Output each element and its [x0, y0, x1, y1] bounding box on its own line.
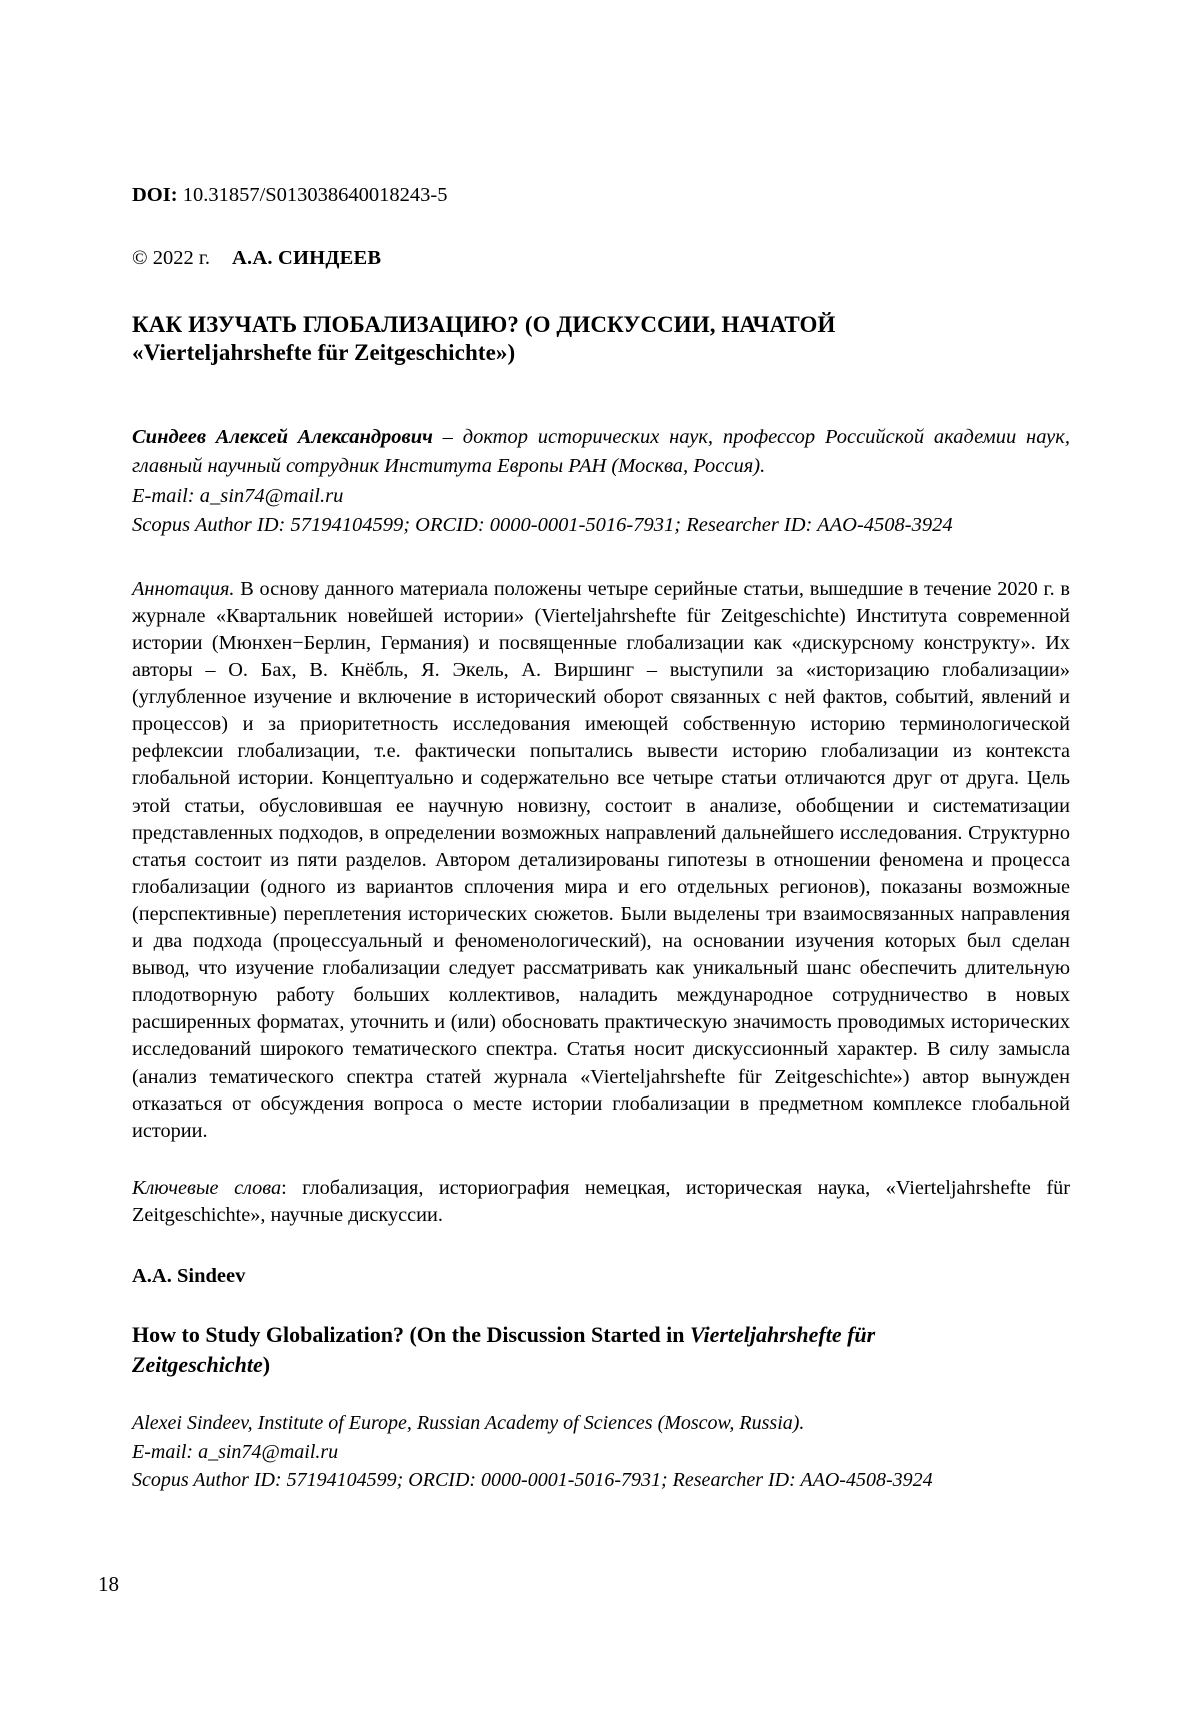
english-title-plain-1: How to Study Globalization? (On the Discussion Started in [132, 1321, 691, 1347]
title-line-2: «Vierteljahrshefte für Zeitgeschichte») [132, 340, 516, 366]
english-title [132, 1320, 1070, 1380]
author-email: E-mail: a_sin74@mail.ru [132, 484, 344, 507]
english-title-italic-1: Vierteljahrshefte für [690, 1321, 876, 1347]
doi-label: DOI: [132, 184, 178, 206]
english-title-italic-2: Zeitgeschichte [132, 1351, 263, 1377]
title-line-1: КАК ИЗУЧАТЬ ГЛОБАЛИЗАЦИЮ? (О ДИСКУССИИ, НАЧАТОЙ [132, 312, 836, 338]
page-title [132, 311, 1070, 367]
author-identifiers: Scopus Author ID: 57194104599; ORCID: 0000-0001-5016-7931; Researcher ID: AAO-4508-3924 [132, 513, 953, 536]
english-email: E-mail: a_sin74@mail.ru [132, 1440, 339, 1463]
english-identifiers: Scopus Author ID: 57194104599; ORCID: 0000-0001-5016-7931; Researcher ID: AAO-4508-3924 [132, 1469, 933, 1492]
doi-line [132, 182, 1070, 209]
keywords-text: : глобализация, историография немецкая, историческая наука, «Vierteljahrshefte für Zeitgeschichte», научные дискуссии. [132, 1176, 1070, 1226]
english-author-info [132, 1409, 1070, 1494]
author-name: Синдеев Алексей Александрович [132, 426, 433, 449]
copyright-line [132, 245, 1070, 272]
copyright-author: А.А. СИНДЕЕВ [232, 246, 382, 269]
keywords-label: Ключевые слова [132, 1176, 282, 1199]
abstract [132, 576, 1070, 1145]
author-info [132, 423, 1070, 510]
author-description: – доктор исторических наук, профессор Российской академии наук, главный научный сотрудник Института Европы РАН (Москва, Россия). [132, 426, 1070, 478]
english-author: A.A. Sindeev [132, 1264, 246, 1287]
english-affiliation: Alexei Sindeev, Institute of Europe, Russian Academy of Sciences (Moscow, Russia). [132, 1412, 805, 1435]
english-title-plain-2: ) [262, 1351, 271, 1377]
doi-value: 10.31857/S013038640018243-5 [182, 184, 448, 206]
page-number: 18 [98, 1572, 119, 1596]
keywords [132, 1175, 1070, 1229]
abstract-text: В основу данного материала положены четыре серийные статьи, вышедшие в течение 2020 г. в журнале «Квартальник новейшей истории» (Vierteljahrshefte für Zeitgeschichte) Института современной истории (Мюнхен−Берлин, Германия) и посвященные глобализации как «дискурсному конструкту». Их авторы – О. Бах, В. Кнёбль, Я. Экель, А. Виршинг – выступили за «историзацию глобализации» (углубленное изучение и включение в исторический оборот связанных с ней фактов, событий, явлений и процессов) и за приоритетность исследования имеющей собственную историю терминологической рефлексии глобализации, т.е. фактически попытались вывести историю глобализации из контекста глобальной истории. Концептуально и содержательно все четыре статьи отличаются друг от друга. Цель этой статьи, обусловившая ее научную новизну, состоит в анализе, обобщении и систематизации представленных подходов, в определении возможных направлений дальнейшего исследования. Структурно статья состоит из пяти разделов. Автором детализированы гипотезы в отношении феномена и процесса глобализации (одного из вариантов сплочения мира и его отдельных регионов), показаны возможные (перспективные) переплетения исторических сюжетов. Были выделены три взаимосвязанных направления и два подхода (процессуальный и феноменологический), на основании изучения которых был сделан вывод, что изучение глобализации следует рассматривать как уникальный шанс обеспечить длительную плодотворную работу больших коллективов, наладить международное сотрудничество в новых расширенных форматах, уточнить и (или) обосновать практическую значимость проводимых исторических исследований широкого тематического спектра. Статья носит дискуссионный характер. В силу замысла (анализ тематического спектра статей журнала «Vierteljahrshefte für Zeitgeschichte») автор вынужден отказаться от обсуждения вопроса о месте истории глобализации в предметном комплексе глобальной истории. [132, 577, 1070, 1142]
copyright-mark: © 2022 г. [132, 246, 211, 269]
abstract-label: Аннотация. [132, 577, 235, 600]
article-content [130, 182, 1070, 1495]
